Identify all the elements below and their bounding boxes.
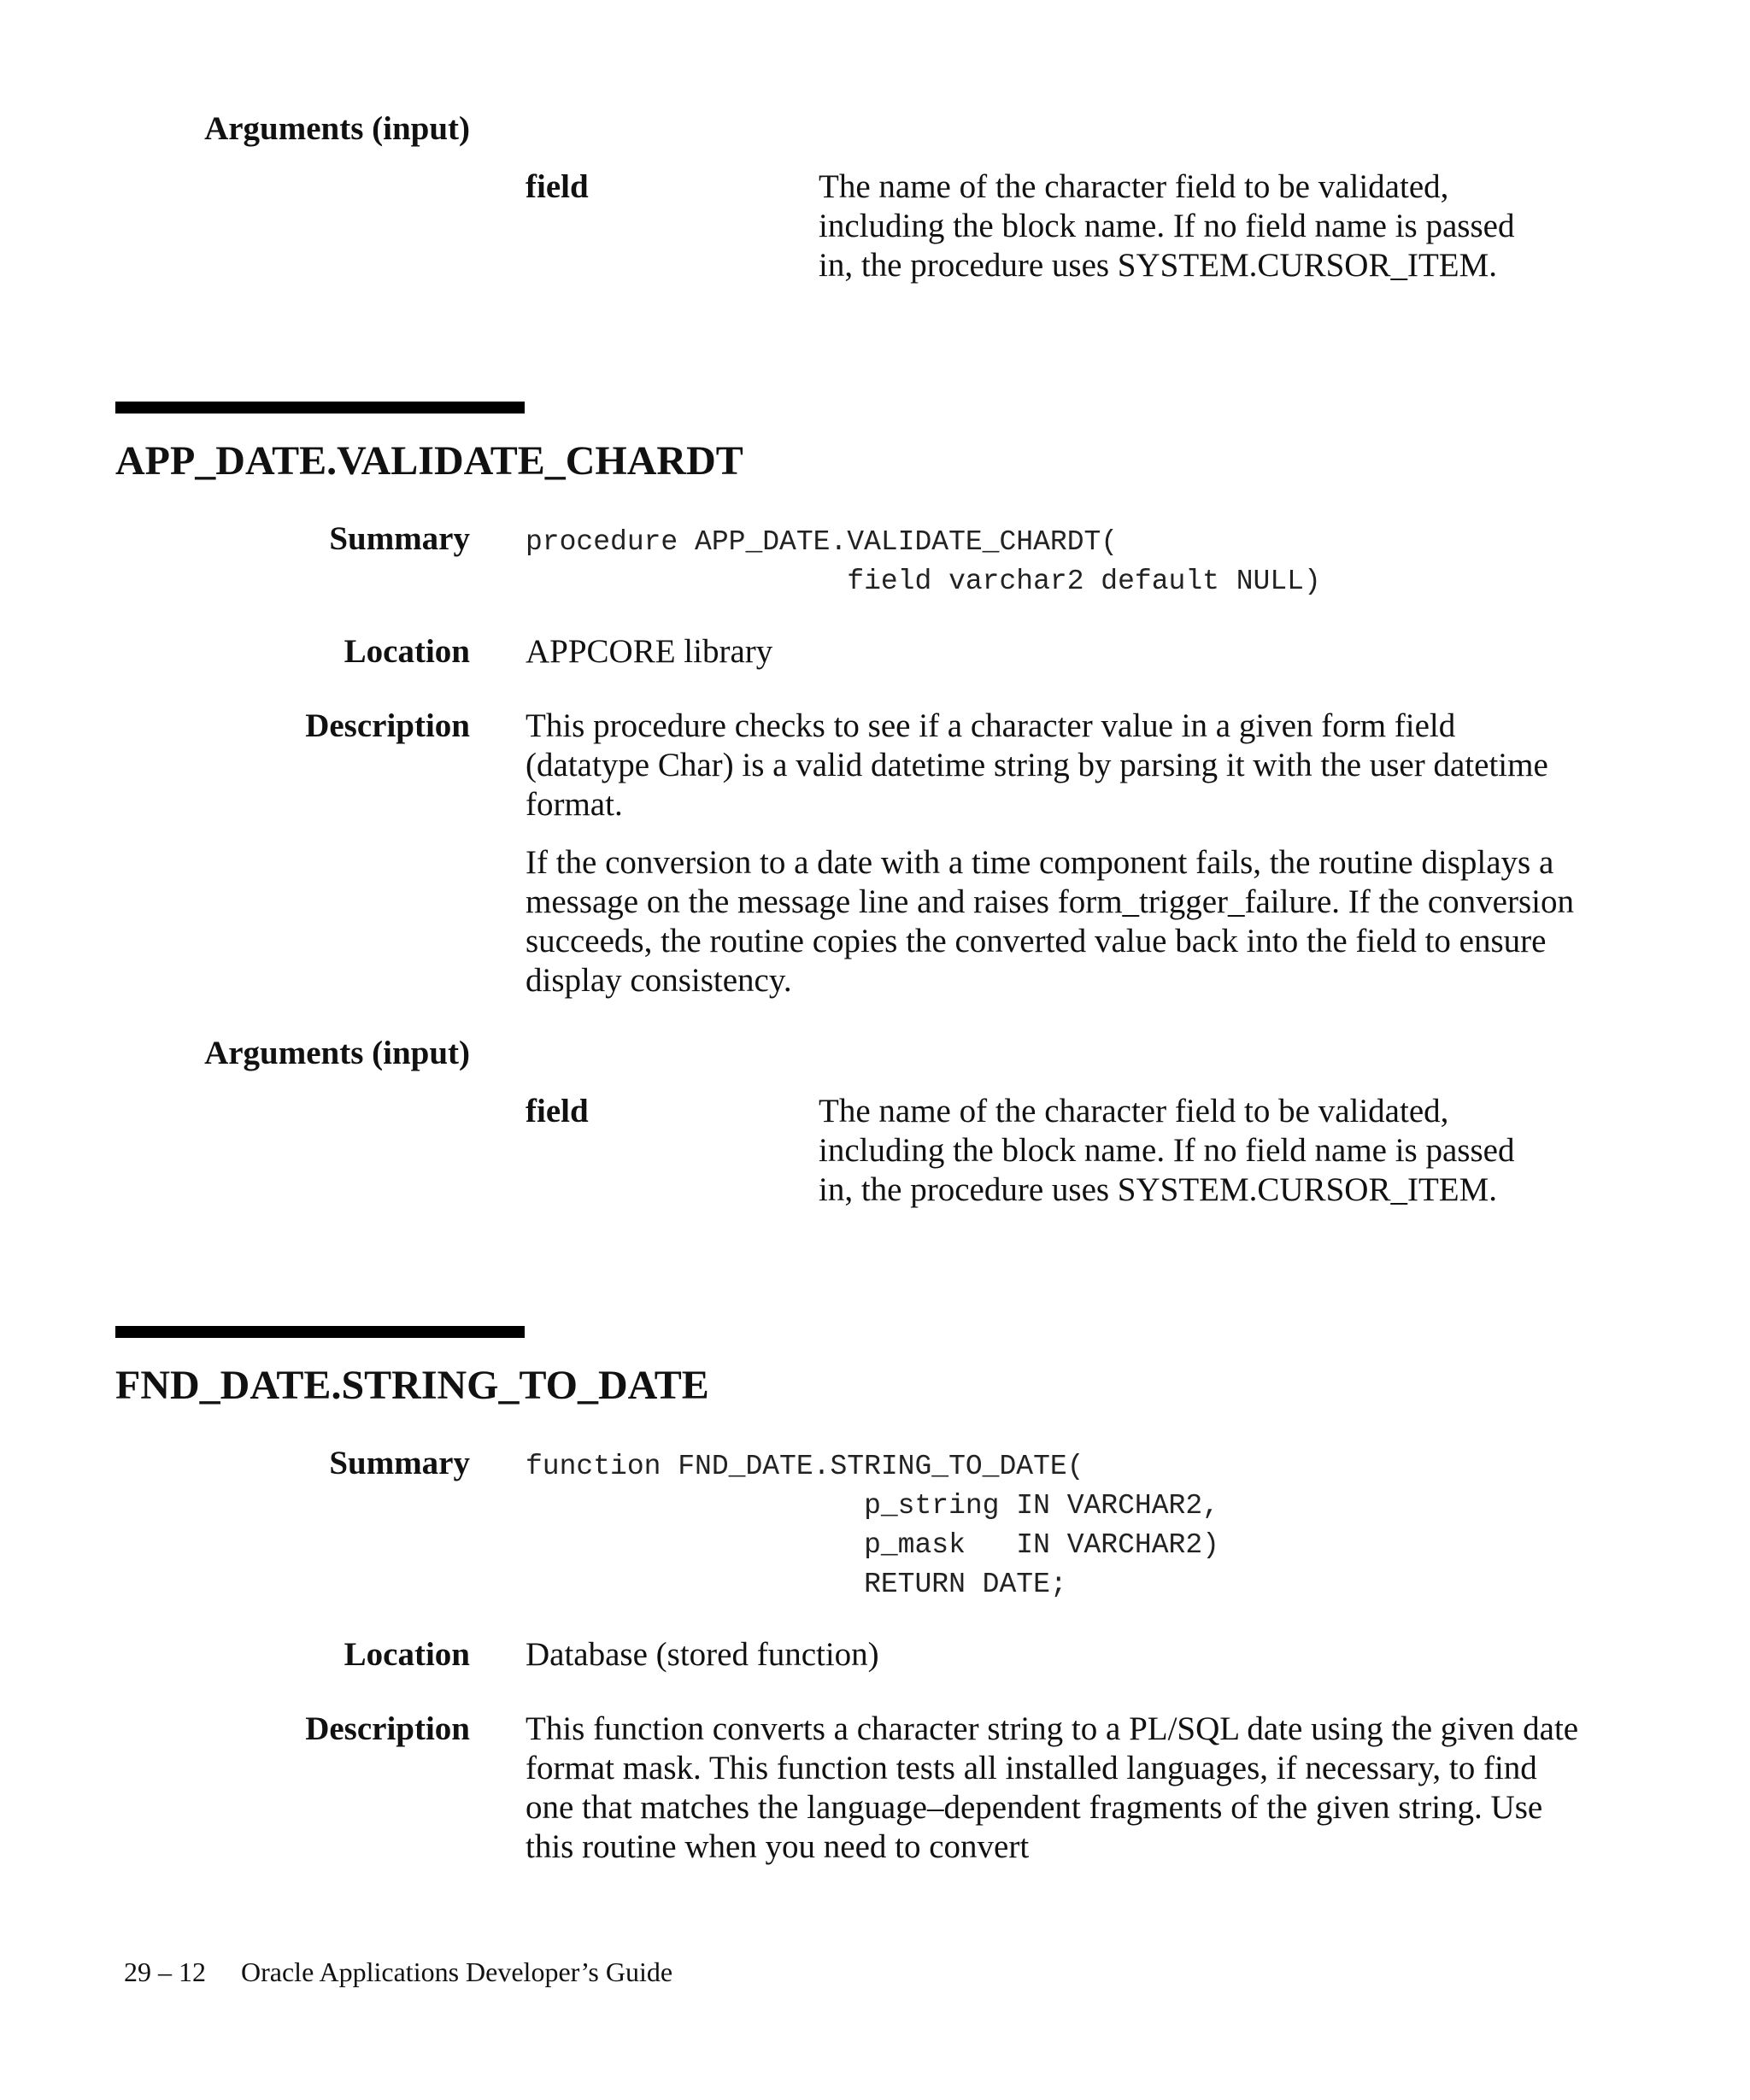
book-title: Oracle Applications Developer’s Guide <box>241 1956 673 1987</box>
location-label: Location <box>344 1636 470 1673</box>
description-text <box>526 707 1585 1000</box>
description-paragraph: This procedure checks to see if a character value in a given form field (datatype Char) is a valid datetime string by parsing it with the user datetime format. <box>526 707 1548 823</box>
arguments-label: Arguments (input) <box>204 110 470 147</box>
description-label: Description <box>305 1710 470 1747</box>
description-label: Description <box>305 707 470 744</box>
section-rule <box>115 1326 525 1338</box>
location-label: Location <box>344 633 470 670</box>
summary-code: function FND_DATE.STRING_TO_DATE( p_string IN VARCHAR2, p_mask IN VARCHAR2) RETURN DATE; <box>526 1451 1219 1600</box>
argument-description: The name of the character field to be validated, including the block name. If no field name is passed in, the procedure uses SYSTEM.CURSOR_ITEM. <box>819 1093 1515 1208</box>
section-title: APP_DATE.VALIDATE_CHARDT <box>115 438 743 484</box>
summary-code: procedure APP_DATE.VALIDATE_CHARDT( field varchar2 default NULL) <box>526 526 1321 597</box>
page-number: 29 – 12 <box>124 1956 206 1987</box>
section-rule <box>115 402 525 414</box>
description-paragraph: This function converts a character string to a PL/SQL date using the given date format mask. This function tests all installed languages, if necessary, to find one that matches the language–dependent fragments of the given string. Use this routine when you need to convert <box>526 1710 1579 1865</box>
arguments-label: Arguments (input) <box>204 1035 470 1071</box>
section-title: FND_DATE.STRING_TO_DATE <box>115 1363 709 1408</box>
description-text <box>526 1710 1585 1867</box>
argument-description: The name of the character field to be validated, including the block name. If no field name is passed in, the procedure uses SYSTEM.CURSOR_ITEM. <box>819 168 1515 284</box>
description-paragraph: If the conversion to a date with a time component fails, the routine displays a message on the message line and raises form_trigger_failure. If the conversion succeeds, the routine copies the converted value back into the field to ensure display consistency. <box>526 844 1574 999</box>
summary-label: Summary <box>329 520 470 557</box>
argument-name: field <box>526 168 589 205</box>
summary-label: Summary <box>329 1445 470 1481</box>
location-text: Database (stored function) <box>526 1636 879 1673</box>
argument-name: field <box>526 1093 589 1129</box>
location-text: APPCORE library <box>526 633 773 670</box>
